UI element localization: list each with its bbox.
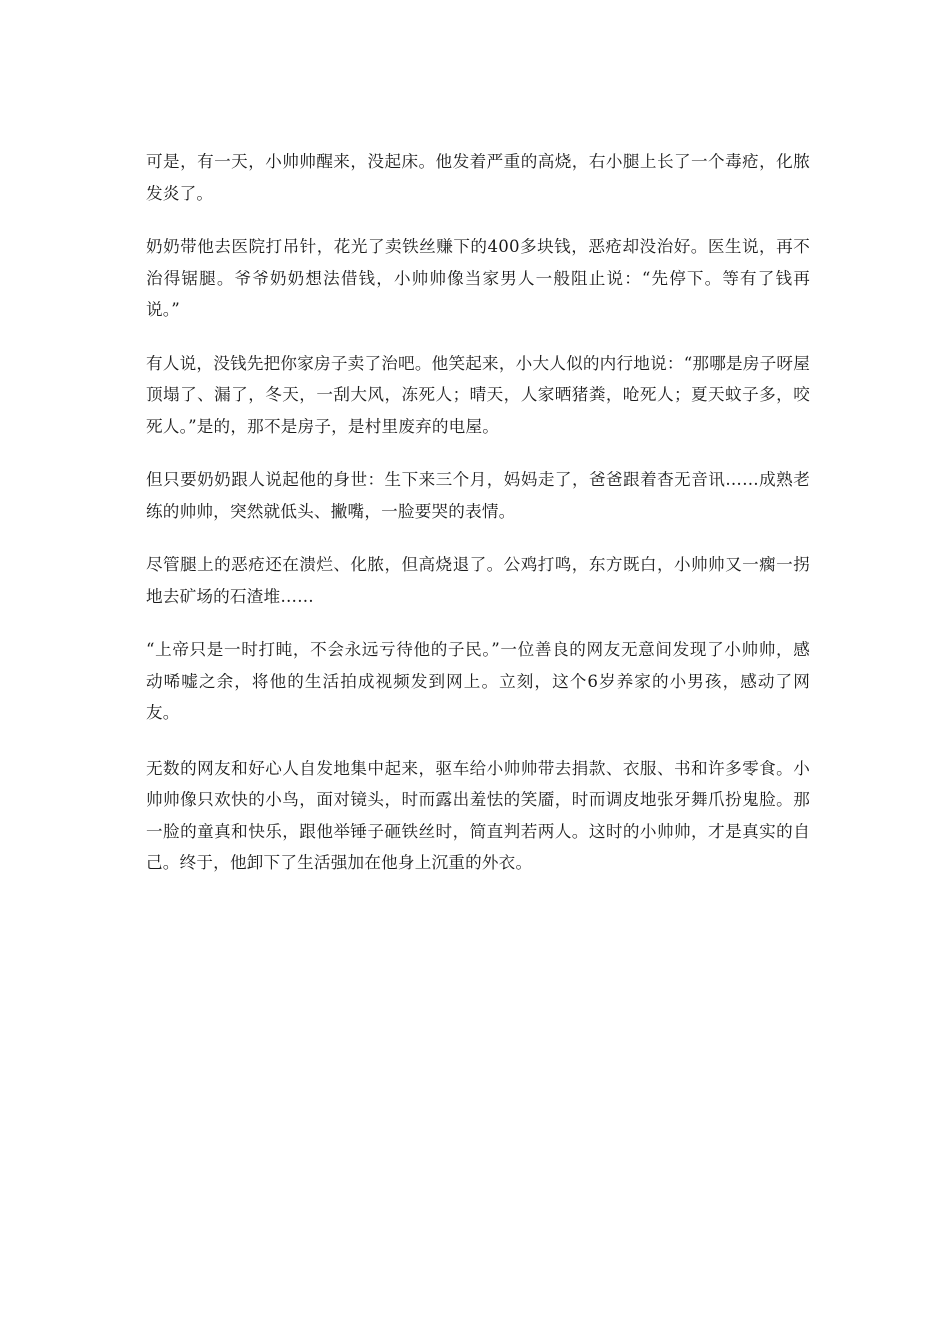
paragraph-4: 但只要奶奶跟人说起他的身世：生下来三个月，妈妈走了，爸爸跟着杳无音讯……成熟老练的帅帅，突然就低头、撇嘴，一脸要哭的表情。 [146, 470, 810, 521]
paragraph-7: 无数的网友和好心人自发地集中起来，驱车给小帅帅带去捐款、衣服、书和许多零食。小帅帅像只欢快的小鸟，面对镜头，时而露出羞怯的笑靥，时而调皮地张牙舞爪扮鬼脸。那一脸的童真和快乐，跟他举锤子砸铁丝时，简直判若两人。这时的小帅帅，才是真实的自己。终于，他卸下了生活强加在他身上沉重的外衣。 [146, 758, 810, 872]
paragraph-2: 奶奶带他去医院打吊针，花光了卖铁丝赚下的400多块钱，恶疮却没治好。医生说，再不治得锯腿。爷爷奶奶想法借钱，小帅帅像当家男人一般阻止说：“先停下。等有了钱再说。” [146, 237, 810, 319]
paragraph-5: 尽管腿上的恶疮还在溃烂、化脓，但高烧退了。公鸡打鸣，东方既白，小帅帅又一瘸一拐地去矿场的石渣堆…… [146, 555, 810, 606]
paragraph-1: 可是，有一天，小帅帅醒来，没起床。他发着严重的高烧，右小腿上长了一个毒疮，化脓发炎了。 [146, 152, 810, 203]
paragraph-3: 有人说，没钱先把你家房子卖了治吧。他笑起来，小大人似的内行地说：“那哪是房子呀屋顶塌了、漏了，冬天，一刮大风，冻死人；晴天，人家晒猪粪，呛死人；夏天蚊子多，咬死人。”是的，那不是房子，是村里废弃的电屋。 [146, 353, 810, 436]
paragraph-6: “上帝只是一时打盹，不会永远亏待他的子民。”一位善良的网友无意间发现了小帅帅，感动唏嘘之余，将他的生活拍成视频发到网上。立刻，这个6岁养家的小男孩，感动了网友。 [146, 640, 810, 722]
article-body [146, 146, 810, 901]
